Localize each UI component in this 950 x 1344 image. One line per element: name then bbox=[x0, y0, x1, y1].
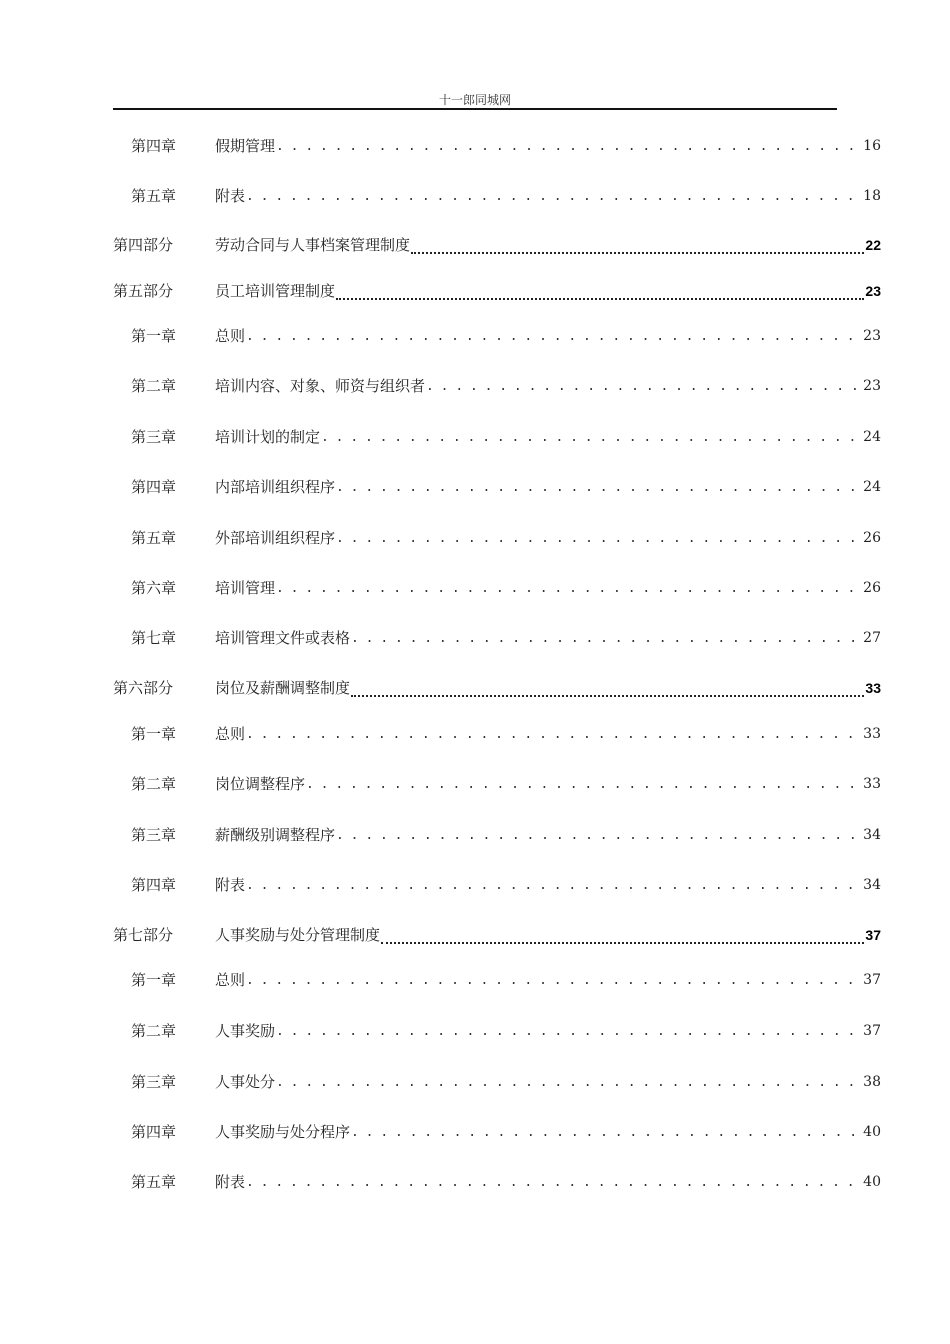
toc-entry-title: 培训管理文件或表格 bbox=[215, 629, 351, 647]
toc-entry-page-number: 40 bbox=[863, 1174, 881, 1190]
toc-chapter-entry[interactable] bbox=[113, 1170, 881, 1194]
toc-entry-title: 员工培训管理制度 bbox=[215, 282, 336, 300]
toc-entry-page-number: 37 bbox=[865, 927, 881, 943]
toc-entry-page-number: 33 bbox=[863, 776, 881, 792]
toc-dot-leader bbox=[246, 1169, 862, 1195]
toc-dot-leader bbox=[276, 575, 862, 601]
toc-entry-title: 岗位及薪酬调整制度 bbox=[215, 679, 351, 697]
toc-dot-leader bbox=[351, 689, 864, 697]
toc-chapter-entry[interactable] bbox=[113, 626, 881, 650]
toc-entry-number: 第六章 bbox=[131, 579, 177, 597]
toc-dot-leader bbox=[336, 292, 864, 300]
toc-entry-page-number: 34 bbox=[863, 827, 881, 843]
toc-entry-title: 薪酬级别调整程序 bbox=[215, 826, 336, 844]
toc-chapter-entry[interactable] bbox=[113, 1070, 881, 1094]
toc-entry-title: 培训内容、对象、师资与组织者 bbox=[215, 377, 426, 395]
toc-dot-leader bbox=[336, 822, 862, 848]
toc-entry-number: 第七部分 bbox=[113, 926, 174, 944]
toc-chapter-entry[interactable] bbox=[113, 374, 881, 398]
toc-entry-title: 假期管理 bbox=[215, 137, 276, 155]
toc-entry-title: 岗位调整程序 bbox=[215, 775, 306, 793]
toc-chapter-entry[interactable] bbox=[113, 1019, 881, 1043]
toc-part-entry[interactable] bbox=[113, 676, 881, 700]
toc-entry-title: 总则 bbox=[215, 971, 246, 989]
toc-entry-title: 总则 bbox=[215, 327, 246, 345]
toc-entry-number: 第二章 bbox=[131, 775, 177, 793]
toc-entry-page-number: 23 bbox=[865, 283, 881, 299]
toc-entry-number: 第三章 bbox=[131, 826, 177, 844]
toc-dot-leader bbox=[426, 373, 862, 399]
toc-entry-title: 附表 bbox=[215, 876, 246, 894]
toc-entry-title: 内部培训组织程序 bbox=[215, 478, 336, 496]
toc-entry-page-number: 22 bbox=[865, 237, 881, 253]
toc-chapter-entry[interactable] bbox=[113, 425, 881, 449]
toc-chapter-entry[interactable] bbox=[113, 576, 881, 600]
toc-dot-leader bbox=[336, 474, 862, 500]
toc-entry-number: 第五部分 bbox=[113, 282, 174, 300]
toc-entry-number: 第四章 bbox=[131, 876, 177, 894]
toc-entry-page-number: 26 bbox=[863, 530, 881, 546]
toc-dot-leader bbox=[246, 967, 862, 993]
toc-entry-number: 第四章 bbox=[131, 137, 177, 155]
toc-chapter-entry[interactable] bbox=[113, 475, 881, 499]
toc-entry-page-number: 37 bbox=[863, 1023, 881, 1039]
toc-entry-page-number: 33 bbox=[863, 726, 881, 742]
toc-dot-leader bbox=[276, 1069, 862, 1095]
toc-entry-number: 第一章 bbox=[131, 327, 177, 345]
toc-entry-page-number: 26 bbox=[863, 580, 881, 596]
toc-chapter-entry[interactable] bbox=[113, 526, 881, 550]
toc-entry-title: 附表 bbox=[215, 1173, 246, 1191]
toc-entry-number: 第四章 bbox=[131, 478, 177, 496]
toc-dot-leader bbox=[276, 1018, 862, 1044]
toc-entry-page-number: 40 bbox=[863, 1124, 881, 1140]
toc-dot-leader bbox=[306, 771, 862, 797]
toc-entry-title: 外部培训组织程序 bbox=[215, 529, 336, 547]
page-header-title: 十一郎同城网 bbox=[438, 93, 511, 107]
toc-entry-page-number: 33 bbox=[865, 680, 881, 696]
toc-part-entry[interactable] bbox=[113, 233, 881, 257]
toc-dot-leader bbox=[411, 246, 864, 254]
toc-dot-leader bbox=[246, 721, 862, 747]
toc-dot-leader bbox=[246, 323, 862, 349]
toc-entry-number: 第三章 bbox=[131, 428, 177, 446]
toc-entry-page-number: 23 bbox=[863, 328, 881, 344]
toc-entry-title: 附表 bbox=[215, 187, 246, 205]
toc-entry-number: 第三章 bbox=[131, 1073, 177, 1091]
toc-part-entry[interactable] bbox=[113, 923, 881, 947]
toc-entry-title: 劳动合同与人事档案管理制度 bbox=[215, 236, 411, 254]
toc-part-entry[interactable] bbox=[113, 279, 881, 303]
toc-entry-title: 培训计划的制定 bbox=[215, 428, 321, 446]
toc-dot-leader bbox=[246, 872, 862, 898]
toc-dot-leader bbox=[351, 1119, 862, 1145]
toc-entry-number: 第四章 bbox=[131, 1123, 177, 1141]
toc-entry-number: 第二章 bbox=[131, 377, 177, 395]
toc-chapter-entry[interactable] bbox=[113, 772, 881, 796]
toc-entry-title: 培训管理 bbox=[215, 579, 276, 597]
toc-entry-number: 第一章 bbox=[131, 971, 177, 989]
toc-entry-page-number: 18 bbox=[863, 188, 881, 204]
toc-entry-title: 人事奖励与处分程序 bbox=[215, 1123, 351, 1141]
toc-entry-number: 第四部分 bbox=[113, 236, 174, 254]
toc-dot-leader bbox=[276, 133, 862, 159]
toc-chapter-entry[interactable] bbox=[113, 184, 881, 208]
toc-entry-page-number: 23 bbox=[863, 378, 881, 394]
toc-entry-number: 第二章 bbox=[131, 1022, 177, 1040]
toc-entry-page-number: 38 bbox=[863, 1074, 881, 1090]
toc-entry-title: 总则 bbox=[215, 725, 246, 743]
toc-entry-number: 第五章 bbox=[131, 529, 177, 547]
toc-entry-title: 人事处分 bbox=[215, 1073, 276, 1091]
toc-chapter-entry[interactable] bbox=[113, 873, 881, 897]
toc-chapter-entry[interactable] bbox=[113, 968, 881, 992]
toc-chapter-entry[interactable] bbox=[113, 134, 881, 158]
toc-entry-number: 第七章 bbox=[131, 629, 177, 647]
toc-dot-leader bbox=[336, 525, 862, 551]
toc-chapter-entry[interactable] bbox=[113, 823, 881, 847]
toc-entry-page-number: 37 bbox=[863, 972, 881, 988]
toc-chapter-entry[interactable] bbox=[113, 1120, 881, 1144]
toc-dot-leader bbox=[246, 183, 862, 209]
toc-dot-leader bbox=[351, 625, 862, 651]
toc-entry-title: 人事奖励与处分管理制度 bbox=[215, 926, 381, 944]
toc-chapter-entry[interactable] bbox=[113, 722, 881, 746]
toc-dot-leader bbox=[381, 936, 864, 944]
toc-entry-number: 第五章 bbox=[131, 1173, 177, 1191]
toc-entry-page-number: 24 bbox=[863, 479, 881, 495]
toc-entry-title: 人事奖励 bbox=[215, 1022, 276, 1040]
toc-entry-page-number: 16 bbox=[863, 138, 881, 154]
toc-entry-page-number: 34 bbox=[863, 877, 881, 893]
toc-dot-leader bbox=[321, 424, 862, 450]
toc-entry-page-number: 24 bbox=[863, 429, 881, 445]
toc-entry-number: 第五章 bbox=[131, 187, 177, 205]
toc-entry-page-number: 27 bbox=[863, 630, 881, 646]
toc-chapter-entry[interactable] bbox=[113, 324, 881, 348]
toc-entry-number: 第六部分 bbox=[113, 679, 174, 697]
toc-entry-number: 第一章 bbox=[131, 725, 177, 743]
